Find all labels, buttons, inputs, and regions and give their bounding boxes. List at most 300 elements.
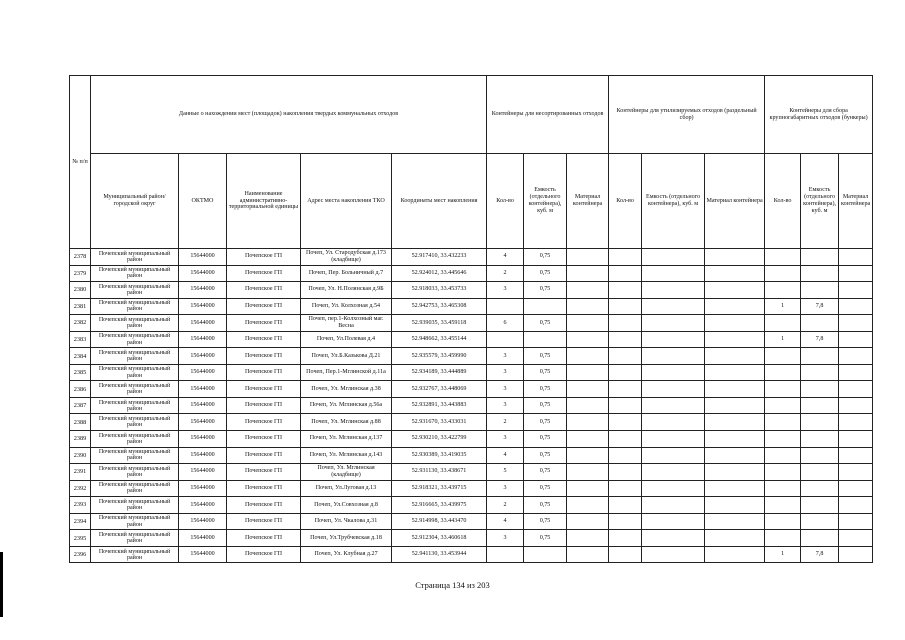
qty-unsorted-cell: 3: [487, 348, 524, 365]
material-utilized-cell: [705, 513, 765, 530]
capacity-bulky-cell: [801, 265, 839, 282]
material-utilized-cell: [705, 546, 765, 563]
material-unsorted-cell: [567, 414, 609, 431]
municipality-cell: Почепский муниципальный район: [91, 265, 179, 282]
material-unsorted-cell: [567, 364, 609, 381]
admin-unit-cell: Почепское ГП: [227, 249, 301, 266]
header-material-utilized: Материал контейнера: [705, 154, 765, 249]
oktmo-cell: 15644000: [179, 497, 227, 514]
address-cell: Почеп, Ул. Мглинская д.38: [301, 381, 392, 398]
admin-unit-cell: Почепское ГП: [227, 397, 301, 414]
oktmo-cell: 15644000: [179, 282, 227, 299]
capacity-unsorted-cell: 0,75: [524, 397, 567, 414]
capacity-unsorted-cell: [524, 298, 567, 315]
municipality-cell: Почепский муниципальный район: [91, 348, 179, 365]
oktmo-cell: 15644000: [179, 381, 227, 398]
capacity-bulky-cell: [801, 414, 839, 431]
coords-cell: 52.912304, 33.460618: [392, 530, 487, 547]
capacity-utilized-cell: [642, 480, 705, 497]
municipality-cell: Почепский муниципальный район: [91, 530, 179, 547]
table-row: [70, 497, 873, 514]
municipality-cell: Почепский муниципальный район: [91, 397, 179, 414]
material-unsorted-cell: [567, 464, 609, 481]
capacity-utilized-cell: [642, 364, 705, 381]
table-row: [70, 513, 873, 530]
qty-unsorted-cell: 3: [487, 397, 524, 414]
material-bulky-cell: [839, 331, 873, 348]
oktmo-cell: 15644000: [179, 315, 227, 332]
qty-unsorted-cell: 4: [487, 513, 524, 530]
capacity-bulky-cell: [801, 282, 839, 299]
address-cell: Почеп, Ул. Н.Полянская д.9Б: [301, 282, 392, 299]
qty-utilized-cell: [609, 497, 642, 514]
qty-bulky-cell: 1: [765, 546, 801, 563]
capacity-unsorted-cell: [524, 331, 567, 348]
municipality-cell: Почепский муниципальный район: [91, 497, 179, 514]
header-row-columns: [70, 154, 873, 249]
material-bulky-cell: [839, 315, 873, 332]
qty-unsorted-cell: 2: [487, 497, 524, 514]
qty-bulky-cell: [765, 513, 801, 530]
table-row: [70, 315, 873, 332]
qty-utilized-cell: [609, 331, 642, 348]
qty-unsorted-cell: 4: [487, 249, 524, 266]
qty-unsorted-cell: 5: [487, 464, 524, 481]
material-utilized-cell: [705, 431, 765, 448]
material-bulky-cell: [839, 298, 873, 315]
capacity-bulky-cell: 7,8: [801, 331, 839, 348]
table-row: [70, 298, 873, 315]
municipality-cell: Почепский муниципальный район: [91, 381, 179, 398]
admin-unit-cell: Почепское ГП: [227, 282, 301, 299]
qty-utilized-cell: [609, 431, 642, 448]
capacity-bulky-cell: [801, 480, 839, 497]
municipality-cell: Почепский муниципальный район: [91, 414, 179, 431]
capacity-unsorted-cell: 0,75: [524, 447, 567, 464]
qty-bulky-cell: [765, 464, 801, 481]
row-number: 2385: [70, 364, 91, 381]
qty-bulky-cell: [765, 249, 801, 266]
material-utilized-cell: [705, 348, 765, 365]
capacity-unsorted-cell: 0,75: [524, 513, 567, 530]
qty-bulky-cell: [765, 282, 801, 299]
address-cell: Почеп, Ул. Стародубская д.173 (кладбище): [301, 249, 392, 266]
row-number: 2395: [70, 530, 91, 547]
header-qty-unsorted: Кол-во: [487, 154, 524, 249]
row-number: 2393: [70, 497, 91, 514]
capacity-bulky-cell: 7,8: [801, 298, 839, 315]
qty-unsorted-cell: 3: [487, 480, 524, 497]
qty-unsorted-cell: [487, 546, 524, 563]
header-row-groups: [70, 76, 873, 154]
capacity-bulky-cell: [801, 381, 839, 398]
municipality-cell: Почепский муниципальный район: [91, 298, 179, 315]
header-group-site-data: Данные о нахождении мест (площадок) накопления твердых коммунальных отходов: [91, 76, 487, 154]
address-cell: Почеп, Ул.Совхозная д.8: [301, 497, 392, 514]
material-unsorted-cell: [567, 431, 609, 448]
material-bulky-cell: [839, 381, 873, 398]
oktmo-cell: 15644000: [179, 265, 227, 282]
admin-unit-cell: Почепское ГП: [227, 265, 301, 282]
address-cell: Почеп, Ул. Мглинская д.56а: [301, 397, 392, 414]
coords-cell: 52.942753, 33.465308: [392, 298, 487, 315]
capacity-bulky-cell: [801, 513, 839, 530]
header-municipality: Муниципальный район/городской округ: [91, 154, 179, 249]
header-group-utilized: Контейнеры для утилизируемых отходов (раздельный сбор): [609, 76, 765, 154]
qty-bulky-cell: [765, 530, 801, 547]
row-number: 2382: [70, 315, 91, 332]
material-utilized-cell: [705, 414, 765, 431]
material-unsorted-cell: [567, 265, 609, 282]
material-utilized-cell: [705, 447, 765, 464]
coords-cell: 52.930210, 33.422799: [392, 431, 487, 448]
coords-cell: 52.918321, 33.439715: [392, 480, 487, 497]
oktmo-cell: 15644000: [179, 348, 227, 365]
capacity-utilized-cell: [642, 414, 705, 431]
material-utilized-cell: [705, 381, 765, 398]
row-number: 2391: [70, 464, 91, 481]
coords-cell: 52.932891, 33.443883: [392, 397, 487, 414]
material-bulky-cell: [839, 397, 873, 414]
capacity-bulky-cell: [801, 364, 839, 381]
header-num: № п/п: [70, 76, 91, 249]
row-number: 2384: [70, 348, 91, 365]
table-row: [70, 364, 873, 381]
header-qty-bulky: Кол-во: [765, 154, 801, 249]
header-group-bulky: Контейнеры для сбора крупногабаритных отходов (бункеры): [765, 76, 873, 154]
material-bulky-cell: [839, 530, 873, 547]
capacity-bulky-cell: [801, 497, 839, 514]
municipality-cell: Почепский муниципальный район: [91, 513, 179, 530]
page-number: Страница 134 из 203: [415, 580, 490, 590]
capacity-bulky-cell: [801, 530, 839, 547]
row-number: 2378: [70, 249, 91, 266]
admin-unit-cell: Почепское ГП: [227, 331, 301, 348]
oktmo-cell: 15644000: [179, 249, 227, 266]
material-utilized-cell: [705, 331, 765, 348]
capacity-utilized-cell: [642, 530, 705, 547]
admin-unit-cell: Почепское ГП: [227, 530, 301, 547]
capacity-utilized-cell: [642, 249, 705, 266]
municipality-cell: Почепский муниципальный район: [91, 315, 179, 332]
capacity-bulky-cell: [801, 348, 839, 365]
row-number: 2392: [70, 480, 91, 497]
capacity-utilized-cell: [642, 348, 705, 365]
admin-unit-cell: Почепское ГП: [227, 431, 301, 448]
capacity-utilized-cell: [642, 298, 705, 315]
material-utilized-cell: [705, 497, 765, 514]
material-bulky-cell: [839, 282, 873, 299]
address-cell: Почеп, Ул. Чкалова д.31: [301, 513, 392, 530]
oktmo-cell: 15644000: [179, 480, 227, 497]
table-row: [70, 282, 873, 299]
capacity-utilized-cell: [642, 331, 705, 348]
qty-utilized-cell: [609, 249, 642, 266]
coords-cell: 52.939035, 33.459118: [392, 315, 487, 332]
address-cell: Почеп, Пер. Больничный д.7: [301, 265, 392, 282]
capacity-unsorted-cell: 0,75: [524, 282, 567, 299]
qty-unsorted-cell: 2: [487, 265, 524, 282]
header-capacity-unsorted: Емкость (отдельного контейнера), куб. м: [524, 154, 567, 249]
material-unsorted-cell: [567, 480, 609, 497]
admin-unit-cell: Почепское ГП: [227, 546, 301, 563]
row-number: 2386: [70, 381, 91, 398]
capacity-utilized-cell: [642, 447, 705, 464]
qty-unsorted-cell: 3: [487, 381, 524, 398]
material-utilized-cell: [705, 315, 765, 332]
address-cell: Почеп, Ул. Клубная д.27: [301, 546, 392, 563]
qty-bulky-cell: [765, 364, 801, 381]
row-number: 2379: [70, 265, 91, 282]
material-bulky-cell: [839, 513, 873, 530]
material-utilized-cell: [705, 464, 765, 481]
capacity-utilized-cell: [642, 497, 705, 514]
municipality-cell: Почепский муниципальный район: [91, 464, 179, 481]
qty-bulky-cell: 1: [765, 298, 801, 315]
address-cell: Почеп, Ул. Мглинская (кладбище): [301, 464, 392, 481]
address-cell: Почеп, Ул. Мглинская д.137: [301, 431, 392, 448]
oktmo-cell: 15644000: [179, 464, 227, 481]
table-row: [70, 480, 873, 497]
table-row: [70, 447, 873, 464]
scan-edge-mark: [0, 552, 3, 617]
material-bulky-cell: [839, 249, 873, 266]
table-row: [70, 265, 873, 282]
material-bulky-cell: [839, 414, 873, 431]
capacity-utilized-cell: [642, 546, 705, 563]
admin-unit-cell: Почепское ГП: [227, 464, 301, 481]
table-row: [70, 530, 873, 547]
qty-unsorted-cell: 3: [487, 431, 524, 448]
row-number: 2390: [70, 447, 91, 464]
row-number: 2396: [70, 546, 91, 563]
qty-utilized-cell: [609, 530, 642, 547]
admin-unit-cell: Почепское ГП: [227, 298, 301, 315]
material-unsorted-cell: [567, 546, 609, 563]
qty-unsorted-cell: [487, 298, 524, 315]
material-unsorted-cell: [567, 447, 609, 464]
qty-utilized-cell: [609, 265, 642, 282]
admin-unit-cell: Почепское ГП: [227, 315, 301, 332]
capacity-utilized-cell: [642, 513, 705, 530]
capacity-utilized-cell: [642, 265, 705, 282]
row-number: 2389: [70, 431, 91, 448]
header-material-bulky: Материал контейнера: [839, 154, 873, 249]
material-bulky-cell: [839, 546, 873, 563]
admin-unit-cell: Почепское ГП: [227, 364, 301, 381]
header-qty-utilized: Кол-во: [609, 154, 642, 249]
qty-utilized-cell: [609, 414, 642, 431]
oktmo-cell: 15644000: [179, 530, 227, 547]
coords-cell: 52.932767, 33.448069: [392, 381, 487, 398]
coords-cell: 52.917410, 33.432233: [392, 249, 487, 266]
row-number: 2387: [70, 397, 91, 414]
capacity-unsorted-cell: 0,75: [524, 530, 567, 547]
capacity-unsorted-cell: 0,75: [524, 348, 567, 365]
coords-cell: 52.931670, 33.433031: [392, 414, 487, 431]
municipality-cell: Почепский муниципальный район: [91, 546, 179, 563]
material-bulky-cell: [839, 480, 873, 497]
admin-unit-cell: Почепское ГП: [227, 414, 301, 431]
capacity-bulky-cell: [801, 447, 839, 464]
header-address: Адрес места накопления ТКО: [301, 154, 392, 249]
material-bulky-cell: [839, 431, 873, 448]
capacity-utilized-cell: [642, 431, 705, 448]
address-cell: Почеп, Ул.Полевая д.4: [301, 331, 392, 348]
qty-bulky-cell: [765, 265, 801, 282]
qty-bulky-cell: [765, 315, 801, 332]
oktmo-cell: 15644000: [179, 431, 227, 448]
oktmo-cell: 15644000: [179, 513, 227, 530]
row-number: 2394: [70, 513, 91, 530]
oktmo-cell: 15644000: [179, 414, 227, 431]
qty-bulky-cell: [765, 348, 801, 365]
table-row: [70, 546, 873, 563]
material-bulky-cell: [839, 497, 873, 514]
material-bulky-cell: [839, 364, 873, 381]
header-coords: Координаты мест накопления: [392, 154, 487, 249]
address-cell: Почеп, Ул. Мглинская д.88: [301, 414, 392, 431]
qty-utilized-cell: [609, 298, 642, 315]
qty-utilized-cell: [609, 464, 642, 481]
qty-utilized-cell: [609, 397, 642, 414]
row-number: 2381: [70, 298, 91, 315]
header-material-unsorted: Материал контейнера: [567, 154, 609, 249]
capacity-unsorted-cell: 0,75: [524, 431, 567, 448]
material-utilized-cell: [705, 265, 765, 282]
capacity-bulky-cell: [801, 464, 839, 481]
capacity-unsorted-cell: 0,75: [524, 265, 567, 282]
material-unsorted-cell: [567, 381, 609, 398]
address-cell: Почеп, Ул. Мглинская д.143: [301, 447, 392, 464]
qty-utilized-cell: [609, 348, 642, 365]
table-row: [70, 348, 873, 365]
address-cell: Почеп, Пер.1-Мглинской д.11а: [301, 364, 392, 381]
material-bulky-cell: [839, 348, 873, 365]
waste-sites-table: [69, 75, 873, 563]
municipality-cell: Почепский муниципальный район: [91, 364, 179, 381]
oktmo-cell: 15644000: [179, 298, 227, 315]
table-row: [70, 414, 873, 431]
header-capacity-utilized: Емкость (отдельного контейнера), куб. м: [642, 154, 705, 249]
qty-bulky-cell: [765, 497, 801, 514]
capacity-unsorted-cell: 0,75: [524, 381, 567, 398]
municipality-cell: Почепский муниципальный район: [91, 249, 179, 266]
coords-cell: 52.914998, 33.443470: [392, 513, 487, 530]
capacity-unsorted-cell: 0,75: [524, 249, 567, 266]
admin-unit-cell: Почепское ГП: [227, 513, 301, 530]
material-unsorted-cell: [567, 282, 609, 299]
capacity-unsorted-cell: 0,75: [524, 414, 567, 431]
address-cell: Почеп, пер.1-Колхозный маг. Весна: [301, 315, 392, 332]
header-capacity-bulky: Емкость (отдельного контейнера), куб. м: [801, 154, 839, 249]
material-unsorted-cell: [567, 298, 609, 315]
qty-bulky-cell: [765, 447, 801, 464]
qty-bulky-cell: [765, 397, 801, 414]
material-unsorted-cell: [567, 530, 609, 547]
table-body: [70, 249, 873, 563]
material-utilized-cell: [705, 397, 765, 414]
header-oktmo: ОКТМО: [179, 154, 227, 249]
qty-utilized-cell: [609, 546, 642, 563]
capacity-unsorted-cell: 0,75: [524, 464, 567, 481]
material-unsorted-cell: [567, 249, 609, 266]
capacity-utilized-cell: [642, 315, 705, 332]
qty-unsorted-cell: 3: [487, 282, 524, 299]
municipality-cell: Почепский муниципальный район: [91, 447, 179, 464]
qty-bulky-cell: [765, 414, 801, 431]
material-bulky-cell: [839, 464, 873, 481]
municipality-cell: Почепский муниципальный район: [91, 331, 179, 348]
municipality-cell: Почепский муниципальный район: [91, 431, 179, 448]
coords-cell: 52.930389, 33.419035: [392, 447, 487, 464]
qty-unsorted-cell: 4: [487, 447, 524, 464]
qty-utilized-cell: [609, 282, 642, 299]
material-unsorted-cell: [567, 513, 609, 530]
table-row: [70, 331, 873, 348]
capacity-unsorted-cell: 0,75: [524, 480, 567, 497]
material-utilized-cell: [705, 530, 765, 547]
qty-bulky-cell: [765, 431, 801, 448]
material-bulky-cell: [839, 447, 873, 464]
table-row: [70, 381, 873, 398]
material-unsorted-cell: [567, 315, 609, 332]
capacity-utilized-cell: [642, 282, 705, 299]
qty-bulky-cell: [765, 480, 801, 497]
coords-cell: 52.941130, 33.453944: [392, 546, 487, 563]
oktmo-cell: 15644000: [179, 331, 227, 348]
capacity-unsorted-cell: 0,75: [524, 364, 567, 381]
capacity-utilized-cell: [642, 464, 705, 481]
qty-utilized-cell: [609, 480, 642, 497]
oktmo-cell: 15644000: [179, 397, 227, 414]
material-utilized-cell: [705, 364, 765, 381]
material-utilized-cell: [705, 249, 765, 266]
qty-utilized-cell: [609, 447, 642, 464]
oktmo-cell: 15644000: [179, 364, 227, 381]
qty-unsorted-cell: 3: [487, 530, 524, 547]
coords-cell: 52.948662, 33.455144: [392, 331, 487, 348]
material-utilized-cell: [705, 282, 765, 299]
header-group-unsorted: Контейнеры для несортированных отходов: [487, 76, 609, 154]
municipality-cell: Почепский муниципальный район: [91, 480, 179, 497]
admin-unit-cell: Почепское ГП: [227, 381, 301, 398]
capacity-unsorted-cell: [524, 546, 567, 563]
table-row: [70, 464, 873, 481]
capacity-utilized-cell: [642, 381, 705, 398]
address-cell: Почеп, Ул.Трубчевская д.18: [301, 530, 392, 547]
qty-bulky-cell: [765, 381, 801, 398]
admin-unit-cell: Почепское ГП: [227, 348, 301, 365]
municipality-cell: Почепский муниципальный район: [91, 282, 179, 299]
capacity-bulky-cell: 7,8: [801, 546, 839, 563]
oktmo-cell: 15644000: [179, 447, 227, 464]
material-utilized-cell: [705, 480, 765, 497]
oktmo-cell: 15644000: [179, 546, 227, 563]
table-row: [70, 431, 873, 448]
admin-unit-cell: Почепское ГП: [227, 497, 301, 514]
material-unsorted-cell: [567, 348, 609, 365]
admin-unit-cell: Почепское ГП: [227, 447, 301, 464]
material-unsorted-cell: [567, 397, 609, 414]
capacity-bulky-cell: [801, 249, 839, 266]
material-bulky-cell: [839, 265, 873, 282]
row-number: 2383: [70, 331, 91, 348]
coords-cell: 52.935579, 33.459990: [392, 348, 487, 365]
address-cell: Почеп, Ул.Б.Казькова Д.21: [301, 348, 392, 365]
qty-utilized-cell: [609, 513, 642, 530]
material-unsorted-cell: [567, 331, 609, 348]
